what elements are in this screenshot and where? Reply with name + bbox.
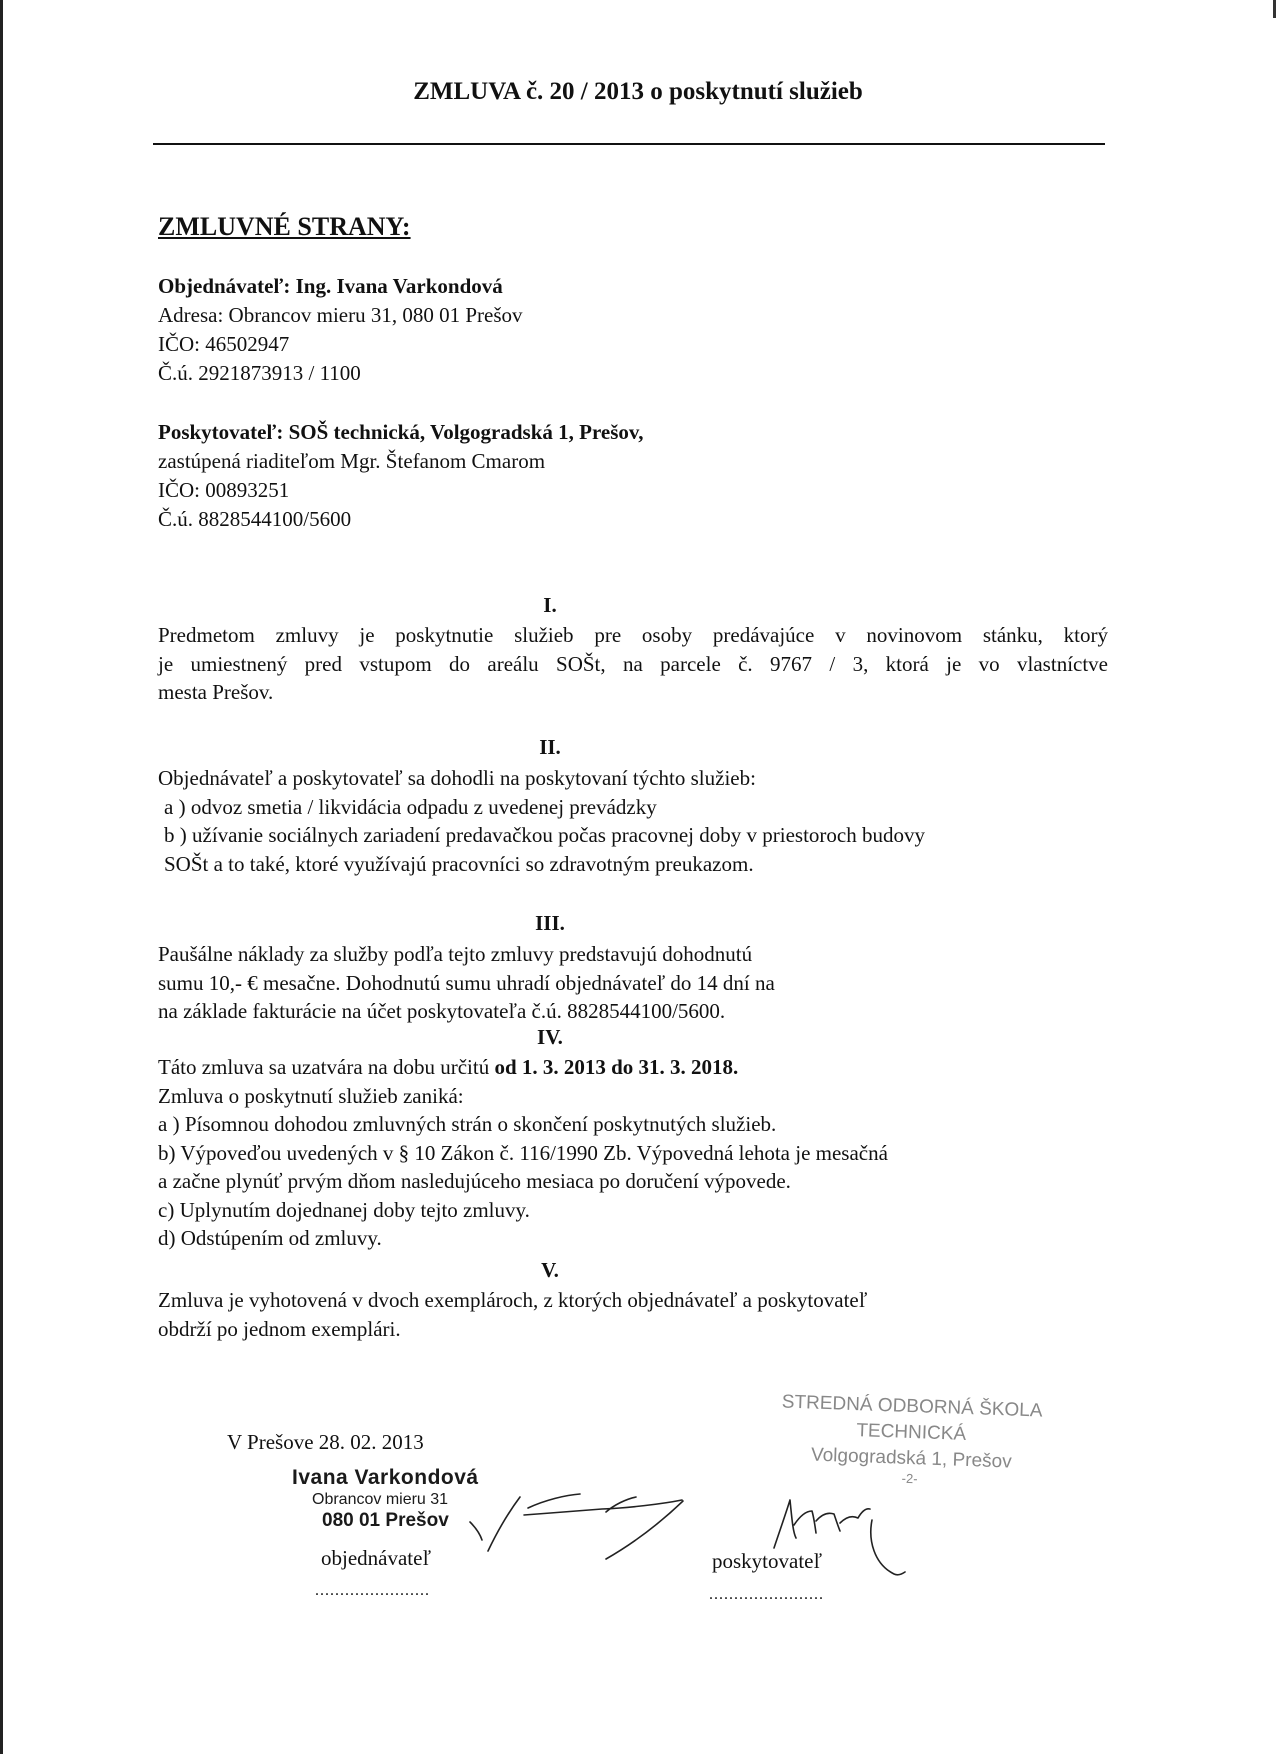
place-date: V Prešove 28. 02. 2013: [227, 1430, 424, 1454]
section-line: d) Odstúpením od zmluvy.: [158, 1226, 382, 1250]
section-line: mesta Prešov.: [158, 680, 274, 704]
stamp-line: STREDNÁ ODBORNÁ ŠKOLA: [781, 1391, 1043, 1422]
stamp-line: TECHNICKÁ: [856, 1420, 967, 1445]
stamp-street: Obrancov mieru 31: [312, 1491, 449, 1508]
section-line: b) Výpoveďou uvedených v § 10 Zákon č. 116/1990 Zb. Výpovedná lehota je mesačná: [158, 1140, 888, 1165]
section-line: Zmluva o poskytnutí služieb zaniká:: [158, 1083, 464, 1108]
parties-heading: ZMLUVNÉ STRANY:: [158, 212, 411, 241]
section-line: na základe fakturácie na účet poskytovateľa č.ú. 8828544100/5600.: [158, 999, 726, 1023]
section-line: c) Uplynutím dojednanej doby tejto zmluvy.: [158, 1197, 530, 1222]
section-line: Zmluva je vyhotovená v dvoch exemplároch, z ktorých objednávateľ a poskytovateľ: [158, 1288, 868, 1312]
poskytovatel-account: Č.ú. 8828544100/5600: [158, 507, 352, 531]
section-line: Paušálne náklady za služby podľa tejto zmluvy predstavujú dohodnutú: [158, 942, 753, 966]
term-dates: od 1. 3. 2013 do 31. 3. 2018.: [494, 1055, 739, 1079]
section-line: Predmetom zmluvy je poskytnutie služieb pre osoby predávajúce v novinovom stánku, ktorý: [158, 623, 1108, 647]
poskytovatel-represented: zastúpená riaditeľom Mgr. Štefanom Cmarom: [158, 449, 546, 473]
term-prefix: Táto zmluva sa uzatvára na dobu určitú: [158, 1055, 495, 1079]
poskytovatel-ico: IČO: 00893251: [158, 478, 290, 502]
objednavatel-label: Objednávateľ: Ing. Ivana Varkondová: [158, 274, 503, 298]
section-number-1: I.: [543, 593, 557, 617]
signature-line-right: .......................: [709, 1586, 824, 1603]
section-line: je umiestnený pred vstupom do areálu SOŠt, na parcele č. 9767 / 3, ktorá je vo vlastníctve: [158, 651, 1108, 676]
section-line: a začne plynúť prvým dňom nasledujúceho mesiaca po doručení výpovede.: [158, 1169, 791, 1193]
signature-line-left: .......................: [315, 1582, 430, 1599]
stamp-name: Ivana Varkondová: [292, 1466, 479, 1489]
section-line: sumu 10,- € mesačne. Dohodnutú sumu uhradí objednávateľ do 14 dní na: [158, 970, 775, 995]
section-line: Objednávateľ a poskytovateľ sa dohodli na poskytovaní týchto služieb:: [158, 766, 756, 790]
poskytovatel-signature: [774, 1500, 905, 1575]
section-line: a ) odvoz smetia / likvidácia odpadu z uvedenej prevádzky: [164, 794, 657, 819]
stamp-city: 080 01 Prešov: [322, 1510, 449, 1531]
section-line: a ) Písomnou dohodou zmluvných strán o skončení poskytnutých služieb.: [158, 1112, 777, 1136]
section-number-5: V.: [541, 1258, 559, 1282]
section-number-2: II.: [539, 735, 561, 759]
section-number-3: III.: [535, 911, 565, 935]
section-number-4: IV.: [537, 1025, 563, 1049]
section-line: obdrží po jednom exemplári.: [158, 1316, 401, 1341]
section-line: SOŠt a to také, ktoré využívajú pracovníci so zdravotným preukazom.: [164, 851, 754, 876]
poskytovatel-label: Poskytovateľ: SOŠ technická, Volgogradská 1, Prešov,: [158, 420, 644, 444]
objednavatel-account: Č.ú. 2921873913 / 1100: [158, 361, 361, 385]
objednavatel-ico: IČO: 46502947: [158, 332, 290, 356]
objednavatel-address: Adresa: Obrancov mieru 31, 080 01 Prešov: [158, 303, 523, 327]
stamp-line: -2-: [901, 1470, 918, 1487]
objednavatel-role: objednávateľ: [321, 1546, 431, 1570]
section-line: b ) užívanie sociálnych zariadení predavačkou počas pracovnej doby v priestoroch budovy: [164, 823, 925, 847]
stamp-line: Volgogradská 1, Prešov: [810, 1444, 1013, 1473]
document-title: ZMLUVA č. 20 / 2013 o poskytnutí služieb: [413, 78, 863, 105]
poskytovatel-role: poskytovateľ: [712, 1549, 823, 1573]
objednavatel-signature: [470, 1494, 683, 1559]
